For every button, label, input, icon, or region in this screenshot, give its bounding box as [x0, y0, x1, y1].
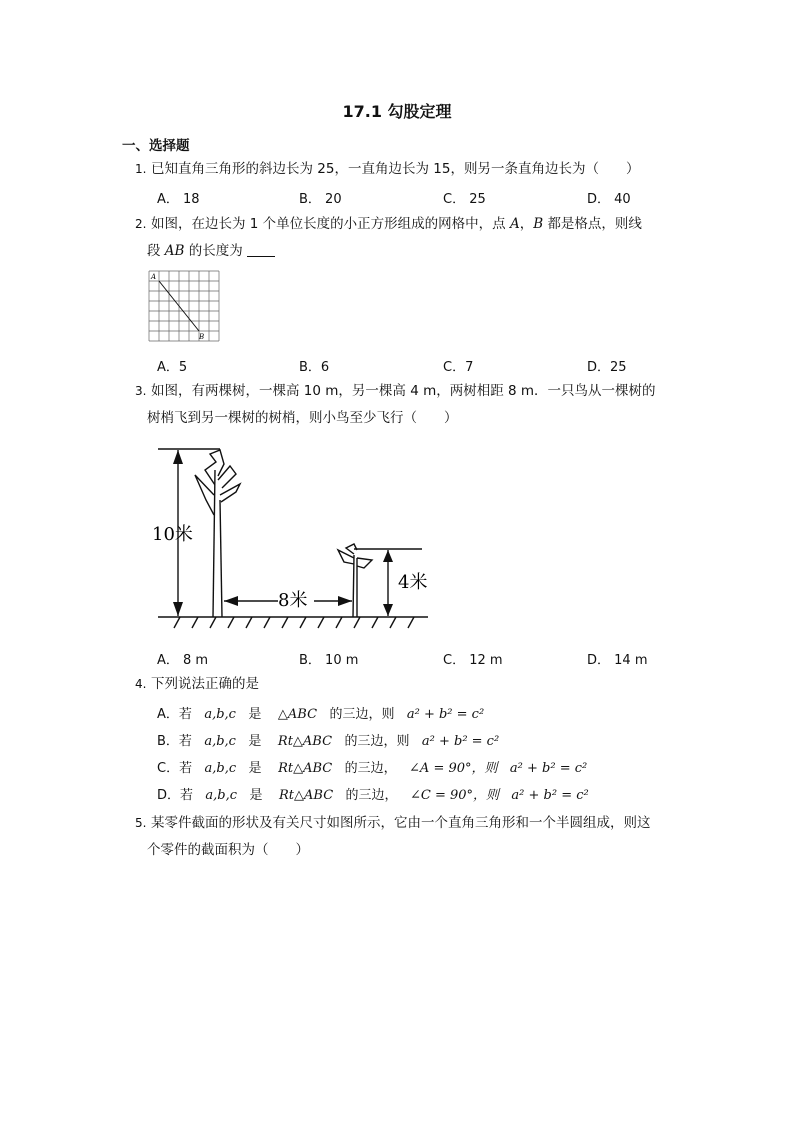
option-is: 是 [248, 707, 262, 722]
question-text: 如图，有两棵树，一棵高 10 m，另一棵高 4 m，两树相距 8 m．一只鸟从一棵树的 [151, 383, 656, 399]
point-b-label: B [199, 333, 205, 341]
q4-option-b [157, 730, 499, 749]
label-4m: 4米 [398, 572, 428, 593]
option-vars: a,b,c [205, 788, 238, 803]
q4-option-d [157, 784, 589, 803]
q4-option-a [157, 703, 484, 722]
option-equation: a² + b² = c² [406, 707, 485, 722]
separator: ， [519, 216, 534, 232]
question-number: 3. [135, 384, 147, 398]
q1-option-b: B． 20 [299, 192, 342, 207]
question-text-2: 都是格点，则线 [547, 216, 642, 232]
grid-figure [148, 270, 220, 344]
question-text-3: 段 [147, 243, 161, 259]
question-4 [135, 671, 680, 698]
q3-option-a: A． 8 m [157, 653, 209, 668]
option-mid: 的三边， [345, 788, 398, 803]
option-vars: a,b,c [204, 734, 236, 749]
question-5 [135, 810, 680, 864]
question-1 [135, 156, 680, 183]
question-text: 如图，在边长为 1 个单位长度的小正方形组成的网格中，点 [151, 216, 506, 232]
question-text: 某零件截面的形状及有关尺寸如图所示，它由一个直角三角形和一个半圆组成，则这 [151, 815, 651, 831]
q2-option-d: D．25 [587, 360, 627, 375]
option-condition: ∠C = 90°，则 [409, 788, 500, 803]
point-a-label: A [151, 273, 157, 281]
var-ab: AB [164, 243, 185, 259]
var-b: B [533, 216, 544, 232]
question-text-2: 个零件的截面积为（ ） [147, 842, 309, 858]
option-triangle: △ABC [277, 707, 318, 722]
option-is: 是 [248, 734, 262, 749]
q1-option-c: C． 25 [443, 192, 486, 207]
option-prefix: C．若 [157, 761, 193, 776]
question-number: 1. [135, 162, 147, 176]
question-2 [135, 211, 680, 265]
option-prefix: A．若 [157, 707, 192, 722]
question-number: 2. [135, 217, 147, 231]
trees-figure [150, 440, 440, 632]
q1-option-d: D． 40 [587, 192, 631, 207]
option-condition: ∠A = 90°，则 [409, 761, 498, 776]
question-text: 下列说法正确的是 [151, 676, 259, 692]
option-is: 是 [248, 761, 262, 776]
question-3 [135, 378, 680, 432]
option-mid: 的三边，则 [329, 707, 395, 722]
answer-blank [247, 242, 275, 257]
section-heading: 一、选择题 [122, 138, 190, 154]
label-8m: 8米 [278, 590, 308, 611]
q2-option-b: B．6 [299, 360, 330, 375]
option-mid: 的三边，则 [344, 734, 410, 749]
question-number: 4. [135, 677, 147, 691]
q3-option-c: C． 12 m [443, 653, 503, 668]
question-text: 已知直角三角形的斜边长为 25，一直角边长为 15，则另一条直角边长为（ ） [151, 161, 640, 177]
q2-option-c: C．7 [443, 360, 474, 375]
q3-option-d: D． 14 m [587, 653, 648, 668]
var-a: A [509, 216, 520, 232]
label-10m: 10米 [152, 524, 193, 545]
option-triangle: Rt△ABC [277, 734, 333, 749]
question-text-4: 的长度为 [188, 243, 243, 259]
q2-option-a: A．5 [157, 360, 188, 375]
q1-option-a: A． 18 [157, 192, 200, 207]
q4-option-c [157, 757, 587, 776]
option-equation: a² + b² = c² [509, 761, 588, 776]
option-vars: a,b,c [204, 761, 237, 776]
question-number: 5. [135, 816, 147, 830]
option-triangle: Rt△ABC [278, 761, 333, 776]
option-equation: a² + b² = c² [511, 788, 589, 803]
q3-option-b: B． 10 m [299, 653, 359, 668]
option-prefix: D．若 [157, 788, 194, 803]
option-equation: a² + b² = c² [421, 734, 500, 749]
question-text-2: 树梢飞到另一棵树的树梢，则小鸟至少飞行（ ） [147, 410, 458, 426]
option-mid: 的三边， [344, 761, 397, 776]
option-prefix: B．若 [157, 734, 192, 749]
option-triangle: Rt△ABC [279, 788, 334, 803]
option-vars: a,b,c [204, 707, 236, 722]
page-title: 17.1 勾股定理 [342, 102, 452, 121]
option-is: 是 [249, 788, 263, 803]
